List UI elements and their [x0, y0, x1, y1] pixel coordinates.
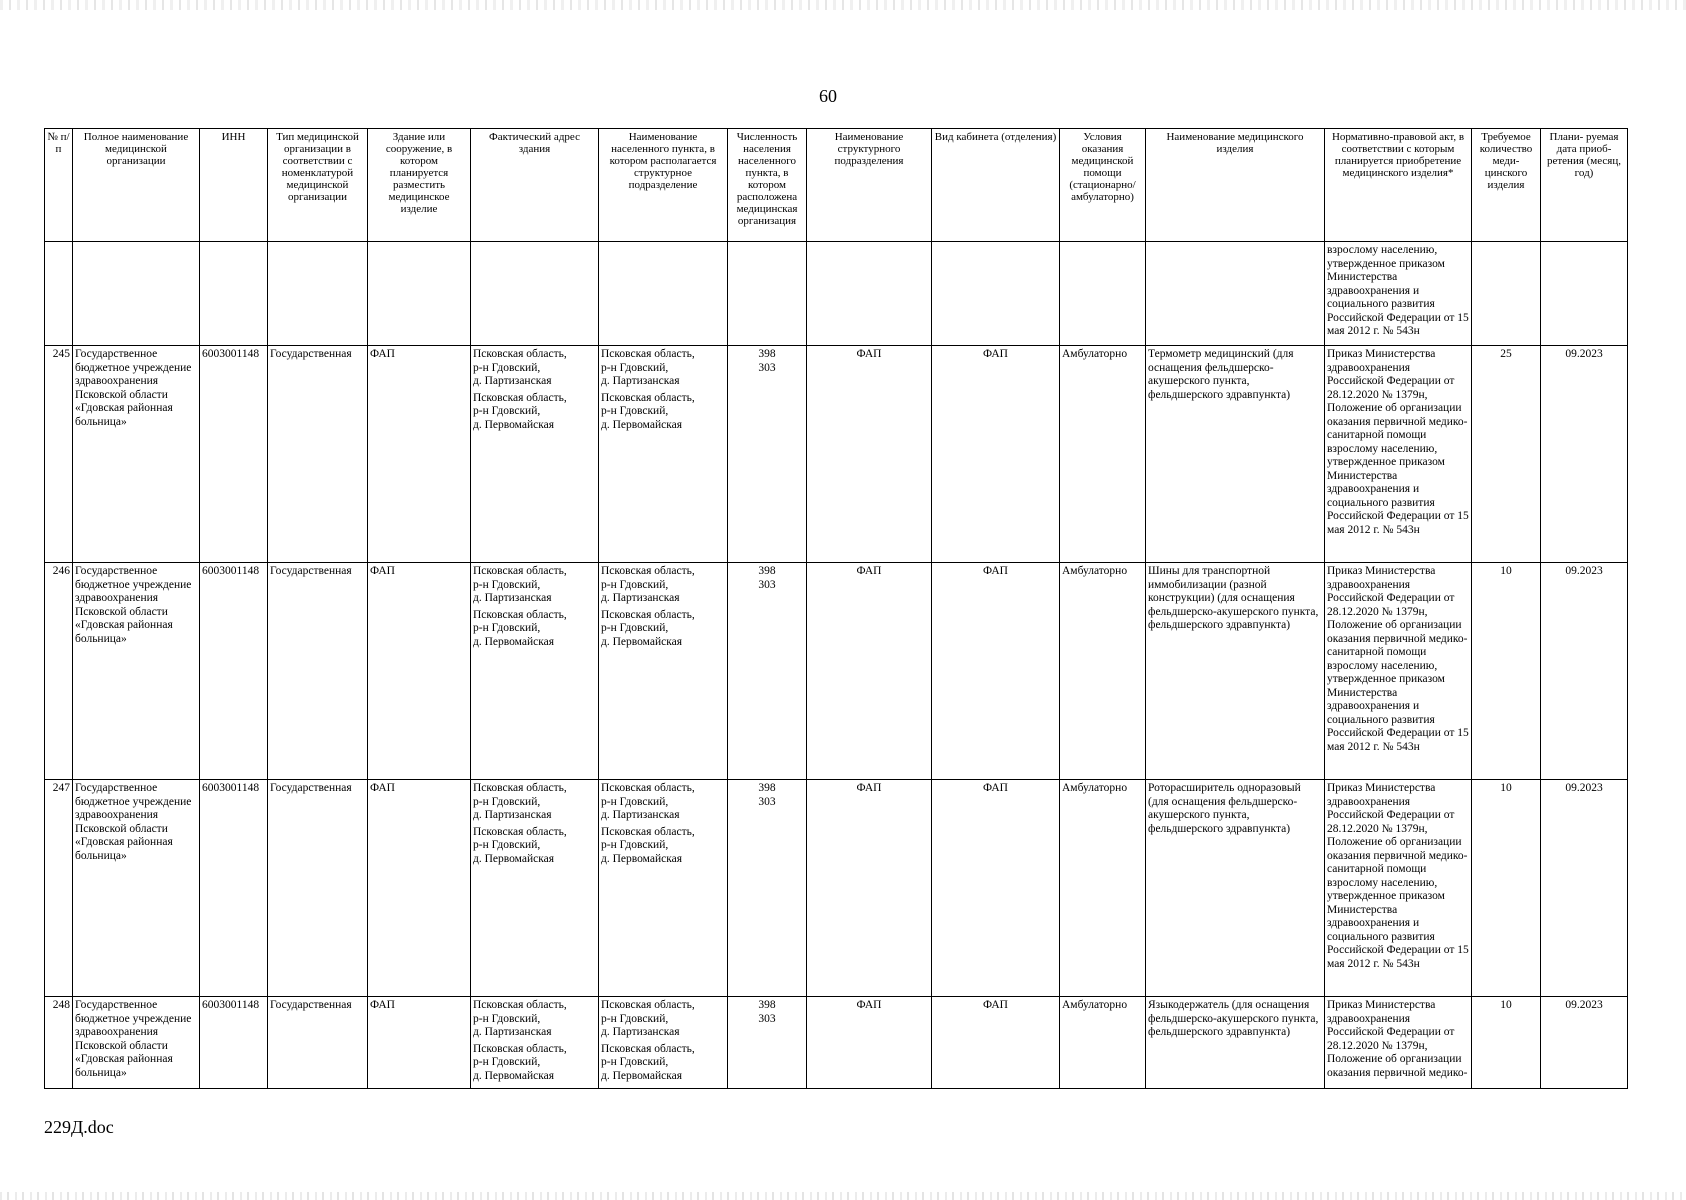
table-header-row — [45, 129, 1628, 242]
cell-cabinet: ФАП — [932, 563, 1060, 780]
equipment-table — [44, 128, 1628, 1089]
header-building: Здание или сооружение, в котором планируется разместить медицинское изделие — [368, 129, 471, 242]
cell-settlement — [599, 780, 728, 997]
cell-population: 398 303 — [728, 997, 807, 1089]
header-settlement: Наименование населенного пункта, в котором располагается структурное подразделение — [599, 129, 728, 242]
header-device: Наименование медицинского изделия — [1146, 129, 1325, 242]
table-row — [45, 997, 1628, 1089]
cell-unit: ФАП — [807, 563, 932, 780]
cell-unit: ФАП — [807, 346, 932, 563]
address-line: Псковская область, р-н Гдовский, д. Партизанская — [473, 348, 567, 387]
header-conditions: Условия оказания медицинской помощи (стационарно/ амбулаторно) — [1060, 129, 1146, 242]
header-population: Численность населения населенного пункта, в котором расположена медицинская организация — [728, 129, 807, 242]
header-address: Фактический адрес здания — [471, 129, 599, 242]
cell-address — [471, 346, 599, 563]
header-type: Тип медицинской организации в соответствии с номенклатурой медицинской организации — [268, 129, 368, 242]
cell-inn: 6003001148 — [200, 780, 268, 997]
cell-org: Государственное бюджетное учреждение здравоохранения Псковской области «Гдовская районная больница» — [73, 563, 200, 780]
cell-unit: ФАП — [807, 780, 932, 997]
cell-unit: ФАП — [807, 997, 932, 1089]
cell-type: Государственная — [268, 346, 368, 563]
cell-type: Государственная — [268, 780, 368, 997]
cell-qty: 10 — [1472, 997, 1541, 1089]
cell-building: ФАП — [368, 346, 471, 563]
cell-qty: 10 — [1472, 780, 1541, 997]
header-act: Нормативно-правовой акт, в соответствии с которым планируется приобретение медицинского изделия* — [1325, 129, 1472, 242]
address-line: Псковская область, р-н Гдовский, д. Первомайская — [473, 391, 567, 431]
cell-settlement — [599, 997, 728, 1089]
cell-inn: 6003001148 — [200, 563, 268, 780]
settlement-line: Псковская область, р-н Гдовский, д. Партизанская — [601, 565, 695, 604]
cell-act: Приказ Министерства здравоохранения Российской Федерации от 28.12.2020 № 1379н, Положение об организации оказания первичной медико-санитарной помощи взрослому населению, утвержденное приказом Министерства здравоохранения и социального развития Российской Федерации от 15 мая 2012 г. № 543н — [1325, 780, 1472, 997]
cell-conditions: Амбулаторно — [1060, 997, 1146, 1089]
cell-date: 09.2023 — [1541, 997, 1628, 1089]
cell-act: Приказ Министерства здравоохранения Российской Федерации от 28.12.2020 № 1379н, Положение об организации оказания первичной медико-санитарной помощи взрослому населению, утвержденное приказом Министерства здравоохранения и социального развития Российской Федерации от 15 мая 2012 г. № 543н — [1325, 563, 1472, 780]
cell-num: 245 — [45, 346, 73, 563]
cell-conditions: Амбулаторно — [1060, 563, 1146, 780]
address-line: Псковская область, р-н Гдовский, д. Партизанская — [473, 999, 567, 1038]
cell-act: Приказ Министерства здравоохранения Российской Федерации от 28.12.2020 № 1379н, Положение об организации оказания первичной медико- — [1325, 997, 1472, 1089]
cell-population: 398 303 — [728, 346, 807, 563]
page-number: 60 — [819, 86, 837, 106]
footer-filename: 229Д.doc — [44, 1117, 114, 1137]
header-unit: Наименование структурного подразделения — [807, 129, 932, 242]
cell-qty: 10 — [1472, 563, 1541, 780]
header-inn: ИНН — [200, 129, 268, 242]
header-qty: Требуемое количество меди- цинского изделия — [1472, 129, 1541, 242]
cell-org: Государственное бюджетное учреждение здравоохранения Псковской области «Гдовская районная больница» — [73, 997, 200, 1089]
cell-settlement — [599, 346, 728, 563]
settlement-line: Псковская область, р-н Гдовский, д. Первомайская — [601, 391, 695, 431]
cell-building: ФАП — [368, 563, 471, 780]
cell-conditions: Амбулаторно — [1060, 780, 1146, 997]
cell-cabinet: ФАП — [932, 346, 1060, 563]
cell-population: 398 303 — [728, 563, 807, 780]
cell-conditions: Амбулаторно — [1060, 346, 1146, 563]
cell-device: Языкодержатель (для оснащения фельдшерско-акушерского пункта, фельдшерского здравпункта) — [1146, 997, 1325, 1089]
address-line: Псковская область, р-н Гдовский, д. Первомайская — [473, 608, 567, 648]
settlement-line: Псковская область, р-н Гдовский, д. Первомайская — [601, 608, 695, 648]
settlement-line: Псковская область, р-н Гдовский, д. Первомайская — [601, 1042, 695, 1082]
address-line: Псковская область, р-н Гдовский, д. Партизанская — [473, 782, 567, 821]
header-cabinet: Вид кабинета (отделения) — [932, 129, 1060, 242]
cell-inn: 6003001148 — [200, 346, 268, 563]
header-date: Плани- руемая дата приоб- ретения (месяц, год) — [1541, 129, 1628, 242]
table-row — [45, 563, 1628, 780]
table-row — [45, 346, 1628, 563]
cell-act: взрослому населению, утвержденное приказом Министерства здравоохранения и социального развития Российской Федерации от 15 мая 2012 г. № 543н — [1325, 242, 1472, 346]
table-row-continuation — [45, 242, 1628, 346]
cell-num: 247 — [45, 780, 73, 997]
cell-org: Государственное бюджетное учреждение здравоохранения Псковской области «Гдовская районная больница» — [73, 346, 200, 563]
cell-device: Роторасширитель одноразовый (для оснащения фельдшерско-акушерского пункта, фельдшерского здравпункта) — [1146, 780, 1325, 997]
cell-type: Государственная — [268, 563, 368, 780]
cell-date: 09.2023 — [1541, 563, 1628, 780]
settlement-line: Псковская область, р-н Гдовский, д. Партизанская — [601, 999, 695, 1038]
settlement-line: Псковская область, р-н Гдовский, д. Партизанская — [601, 348, 695, 387]
cell-qty: 25 — [1472, 346, 1541, 563]
cell-device: Шины для транспортной иммобилизации (разной конструкции) (для оснащения фельдшерско-акушерского пункта, фельдшерского здравпункта) — [1146, 563, 1325, 780]
cell-date: 09.2023 — [1541, 346, 1628, 563]
cell-act: Приказ Министерства здравоохранения Российской Федерации от 28.12.2020 № 1379н, Положение об организации оказания первичной медико-санитарной помощи взрослому населению, утвержденное приказом Министерства здравоохранения и социального развития Российской Федерации от 15 мая 2012 г. № 543н — [1325, 346, 1472, 563]
scan-edge-top — [0, 0, 1686, 10]
settlement-line: Псковская область, р-н Гдовский, д. Первомайская — [601, 825, 695, 865]
cell-cabinet: ФАП — [932, 997, 1060, 1089]
table-row — [45, 780, 1628, 997]
header-num: № п/п — [45, 129, 73, 242]
cell-num: 246 — [45, 563, 73, 780]
settlement-line: Псковская область, р-н Гдовский, д. Партизанская — [601, 782, 695, 821]
cell-inn: 6003001148 — [200, 997, 268, 1089]
address-line: Псковская область, р-н Гдовский, д. Партизанская — [473, 565, 567, 604]
cell-num: 248 — [45, 997, 73, 1089]
cell-building: ФАП — [368, 997, 471, 1089]
address-line: Псковская область, р-н Гдовский, д. Первомайская — [473, 1042, 567, 1082]
cell-org: Государственное бюджетное учреждение здравоохранения Псковской области «Гдовская районная больница» — [73, 780, 200, 997]
cell-cabinet: ФАП — [932, 780, 1060, 997]
cell-address — [471, 997, 599, 1089]
scan-edge-bottom — [0, 1192, 1686, 1200]
cell-population: 398 303 — [728, 780, 807, 997]
cell-device: Термометр медицинский (для оснащения фельдшерско-акушерского пункта, фельдшерского здравпункта) — [1146, 346, 1325, 563]
cell-date: 09.2023 — [1541, 780, 1628, 997]
cell-settlement — [599, 563, 728, 780]
cell-address — [471, 563, 599, 780]
header-org: Полное наименование медицинской организации — [73, 129, 200, 242]
cell-type: Государственная — [268, 997, 368, 1089]
cell-address — [471, 780, 599, 997]
cell-building: ФАП — [368, 780, 471, 997]
address-line: Псковская область, р-н Гдовский, д. Первомайская — [473, 825, 567, 865]
